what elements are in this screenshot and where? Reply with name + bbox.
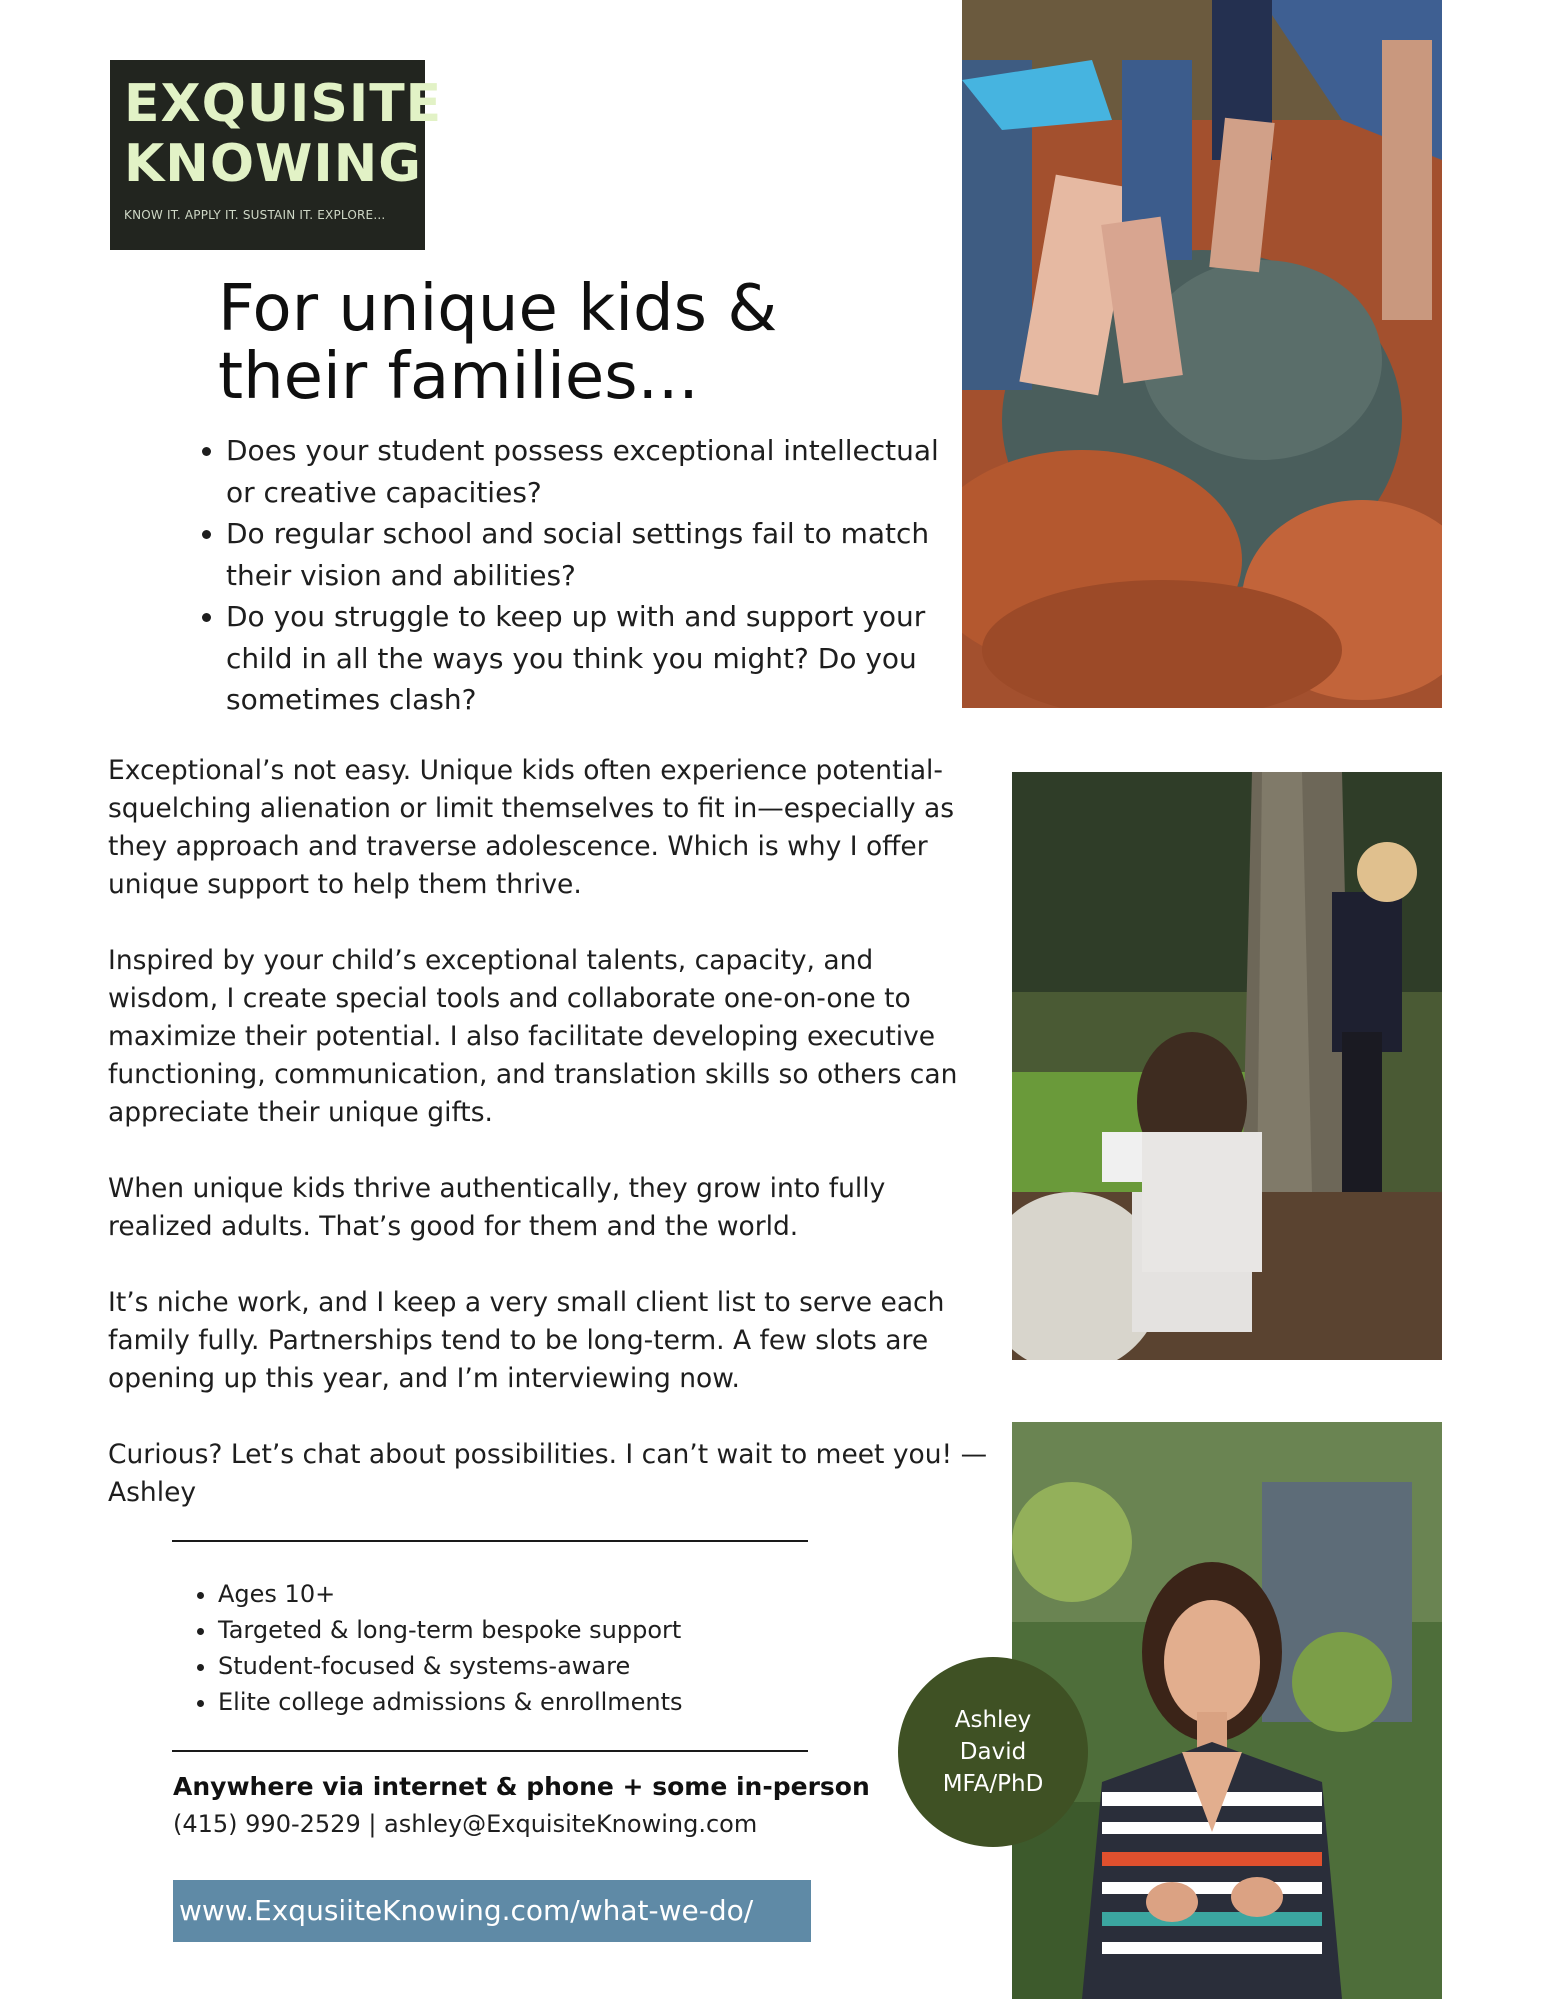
paragraph: Inspired by your child’s exceptional talents, capacity, and wisdom, I create special tools and collaborate one-on-one to maximize their potential. I also facilitate developing executive functioning, communication, and translation skills so others can appreciate their unique gifts. — [108, 945, 958, 1128]
photo-students-by-tree — [1012, 772, 1442, 1360]
badge-line-2: David — [959, 1739, 1027, 1765]
divider-bottom — [172, 1750, 808, 1752]
feature-item: • Student-focused & systems-aware — [218, 1648, 683, 1684]
question-list — [190, 430, 966, 721]
feature-item: • Ages 10+ — [218, 1576, 683, 1612]
feature-item: • Elite college admissions & enrollments — [218, 1684, 683, 1720]
body-copy — [108, 752, 988, 1550]
logo-line-2: KNOWING — [124, 134, 422, 194]
headline: For unique kids & their families... — [218, 272, 778, 414]
logo-tagline: KNOW IT. APPLY IT. SUSTAIN IT. EXPLORE... — [124, 208, 386, 222]
website-link[interactable]: www.ExqusiiteKnowing.com/what-we-do/ — [173, 1880, 811, 1942]
paragraph: Curious? Let’s chat about possibilities. I can’t wait to meet you! —Ashley — [108, 1439, 988, 1508]
feature-item: • Targeted & long-term bespoke support — [218, 1612, 683, 1648]
feature-list — [182, 1576, 683, 1720]
question-item: • Does your student possess exceptional intellectual or creative capacities? — [226, 430, 966, 513]
question-item: • Do you struggle to keep up with and support your child in all the ways you think you might? Do you sometimes clash? — [226, 596, 966, 721]
paragraph: When unique kids thrive authentically, they grow into fully realized adults. That’s good for them and the world. — [108, 1173, 886, 1242]
contact-info[interactable]: (415) 990-2529 | ashley@ExquisiteKnowing.com — [173, 1810, 758, 1838]
paragraph: It’s niche work, and I keep a very small client list to serve each family fully. Partnerships tend to be long-term. A few slots are opening up this year, and I’m interviewing now. — [108, 1287, 945, 1394]
availability-text: Anywhere via internet & phone + some in-person — [173, 1772, 870, 1801]
badge-line-3: MFA/PhD — [942, 1771, 1044, 1797]
question-item: • Do regular school and social settings fail to match their vision and abilities? — [226, 513, 966, 596]
logo-line-1: EXQUISITE — [124, 74, 443, 134]
author-badge — [898, 1657, 1088, 1847]
badge-line-1: Ashley — [954, 1707, 1032, 1733]
paragraph: Exceptional’s not easy. Unique kids often experience potential-squelching alienation or limit themselves to fit in—especially as they approach and traverse adolescence. Which is why I offer unique support to help them thrive. — [108, 755, 955, 900]
divider-top — [172, 1540, 808, 1542]
logo — [110, 60, 443, 250]
photo-kids-in-mud — [962, 0, 1442, 708]
